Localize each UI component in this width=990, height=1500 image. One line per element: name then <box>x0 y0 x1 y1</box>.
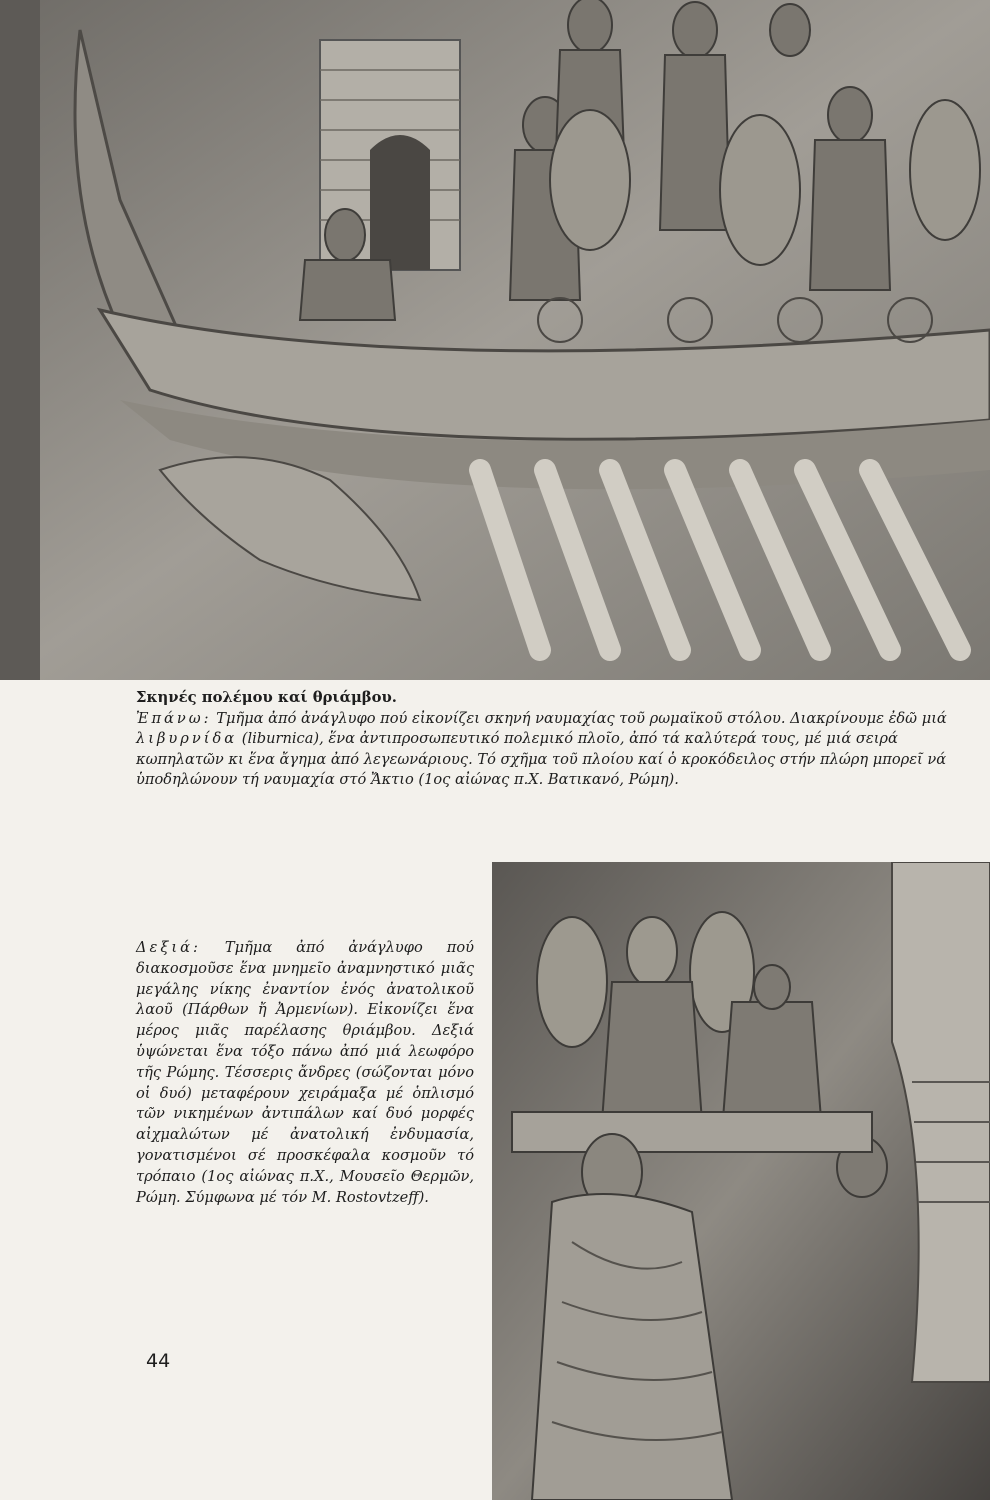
page-number: 44 <box>146 1350 171 1372</box>
caption-lead-word: Ἐπάνω: <box>136 709 212 727</box>
caption-text-before-term: Τμῆμα ἀπό ἀνάγλυφο πού εἰκονίζει σκηνή ναυμαχίας τοῦ ρωμαϊκοῦ στόλου. Διακρίνουμε ἐδῶ μιά <box>211 709 947 727</box>
side-caption <box>136 938 474 1208</box>
relief-ship-photo <box>0 0 990 680</box>
side-caption-text: Τμῆμα ἀπό ἀνάγλυφο πού διακοσμοῦσε ἕνα μνημεῖο ἀναμνηστικό μιᾶς μεγάλης νίκης ἐναντίον ἑνός ἀνατολικοῦ λαοῦ (Πάρθων ἤ Ἀρμενίων). Εἰκονίζει ἕνα μέρος μιᾶς παρέλασης θριάμβου. Δεξιά ὑψώνεται ἕνα τόξο πάνω ἀπό μιά λεωφόρο τῆς Ρώμης. Τέσσερις ἄνδρες (σώζονται μόνο οἱ δυό) μεταφέρουν χειράμαξα μέ ὁπλισμό τῶν νικημένων ἀντιπάλων καί δυό μορφές αἰχμαλώτων μέ ἀνατολική ἐνδυμασία, γονατισμένοι σέ προσκέφαλα κοσμοῦν τό τρόπαιο (1ος αἰώνας π.Χ., Μουσεῖο Θερμῶν, Ρώμη. Σύμφωνα μέ τόν Μ. Rostovtzeff). <box>136 939 474 1206</box>
caption-term: λιβυρνίδα <box>136 730 238 748</box>
relief-triumph-photo <box>492 862 990 1500</box>
side-caption-lead-word: Δεξιά: <box>136 939 201 956</box>
caption-title: Σκηνές πολέμου καί θριάμβου. <box>136 689 397 706</box>
caption-text-after-term: (liburnica), ἕνα ἀντιπροσωπευτικό πολεμικό πλοῖο, ἀπό τά καλύτερά τους, μέ μιά σειρά κωπηλατῶν κι ἕνα ἄγημα ἀπό λεγεωνάριους. Τό σχῆμα τοῦ πλοίου καί ὁ κροκόδειλος στήν πλώρη μπορεῖ νά ὑποδηλώνουν τή ναυμαχία στό Ἄκτιο (1ος αἰώνας π.Χ. Βατικανό, Ρώμη). <box>136 730 947 789</box>
top-caption <box>136 688 962 791</box>
